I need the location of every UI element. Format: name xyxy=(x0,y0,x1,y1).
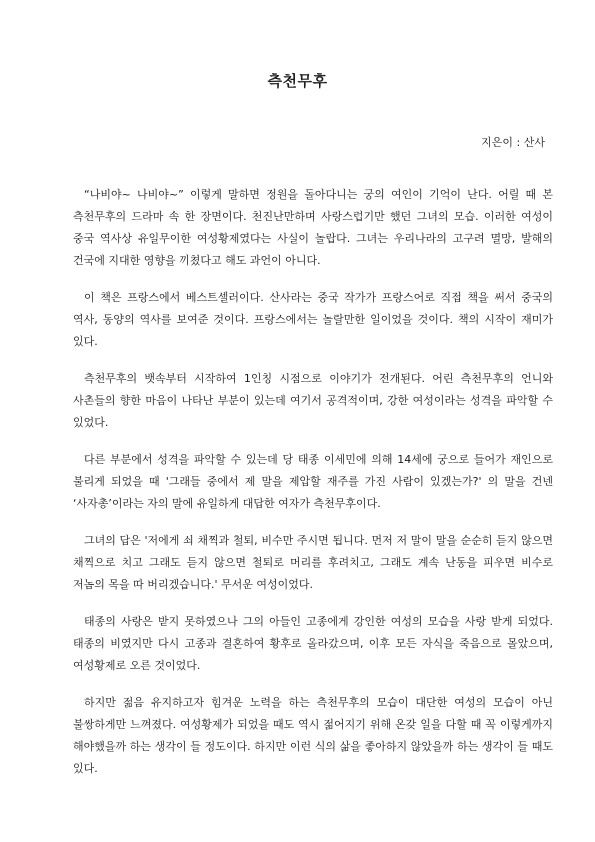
paragraph: “나비야~ 나비야~” 이렇게 말하면 정원을 돌아다니는 궁의 여인이 기억이 난다. 어릴 때 본 측천무후의 드라마 속 한 장면이다. 천진난만하며 사랑스럽기만 했던 그녀의 모습. 이러한 여성이 중국 역사상 유일무이한 여성황제였다는 사실이 놀랍다. 그녀는 우리나라의 고구려 멸망, 발해의 건국에 지대한 영향을 끼쳤다고 해도 과언이 아니다. xyxy=(73,188,553,267)
paragraph: 다른 부분에서 성격을 파악할 수 있는데 당 태종 이세민에 의해 14세에 궁으로 들어가 재인으로 불리게 되었을 때 '그래들 중에서 제 말을 제압할 재주를 가진 사람이 있겠는가?' 의 말을 건넨 ‘사자총’이라는 자의 말에 유일하게 대답한 여자가 측천무후이다. xyxy=(73,453,553,510)
author-line: 지은이 : 산사 xyxy=(481,136,545,149)
document-title: 측천무후 xyxy=(267,72,328,90)
paragraph: 이 책은 프랑스에서 베스트셀러이다. 산사라는 중국 작가가 프랑스어로 직접 책을 써서 중국의 역사, 동양의 역사를 보여준 것이다. 프랑스에서는 놀랄만한 일이었을 것이다. 책의 시작이 재미가 있다. xyxy=(73,291,553,348)
paragraph: 태종의 사랑은 받지 못하였으나 그의 아들인 고종에게 강인한 여성의 모습을 사랑 받게 되었다. 태종의 비였지만 다시 고종과 결혼하여 황후로 올라갔으며, 이후 모든 자식을 죽음으로 몰았으며, 여성황제로 오른 것이었다. xyxy=(73,615,553,672)
paragraph: 측천무후의 뱃속부터 시작하여 1인칭 시점으로 이야기가 전개된다. 어린 측천무후의 언니와 사촌들의 향한 마음이 나타난 부분이 있는데 여기서 공격적이며, 강한 여성이라는 성격을 파악할 수 있었다. xyxy=(73,372,553,429)
paragraph: 하지만 젊음 유지하고자 힘겨운 노력을 하는 측천무후의 모습이 대단한 여성의 모습이 아닌 불쌍하게만 느껴졌다. 여성황제가 되었을 때도 역시 젊어지기 위해 온갖 일을 다할 때 꼭 이렇게까지 해야했을까 하는 생각이 들 정도이다. 하지만 이런 식의 삶을 좋아하지 않았을까 하는 생각이 들 때도 있다. xyxy=(73,696,553,775)
paragraph: 그녀의 답은 '저에게 쇠 채찍과 철퇴, 비수만 주시면 됩니다. 먼저 저 말이 말을 순순히 듣지 않으면 채찍으로 치고 그래도 듣지 않으면 철퇴로 머리를 후려치고, 그래도 계속 난동을 피우면 비수로 저놈의 목을 따 버리겠습니다.' 무서운 여성이었다. xyxy=(73,534,553,591)
document-body xyxy=(73,184,553,795)
